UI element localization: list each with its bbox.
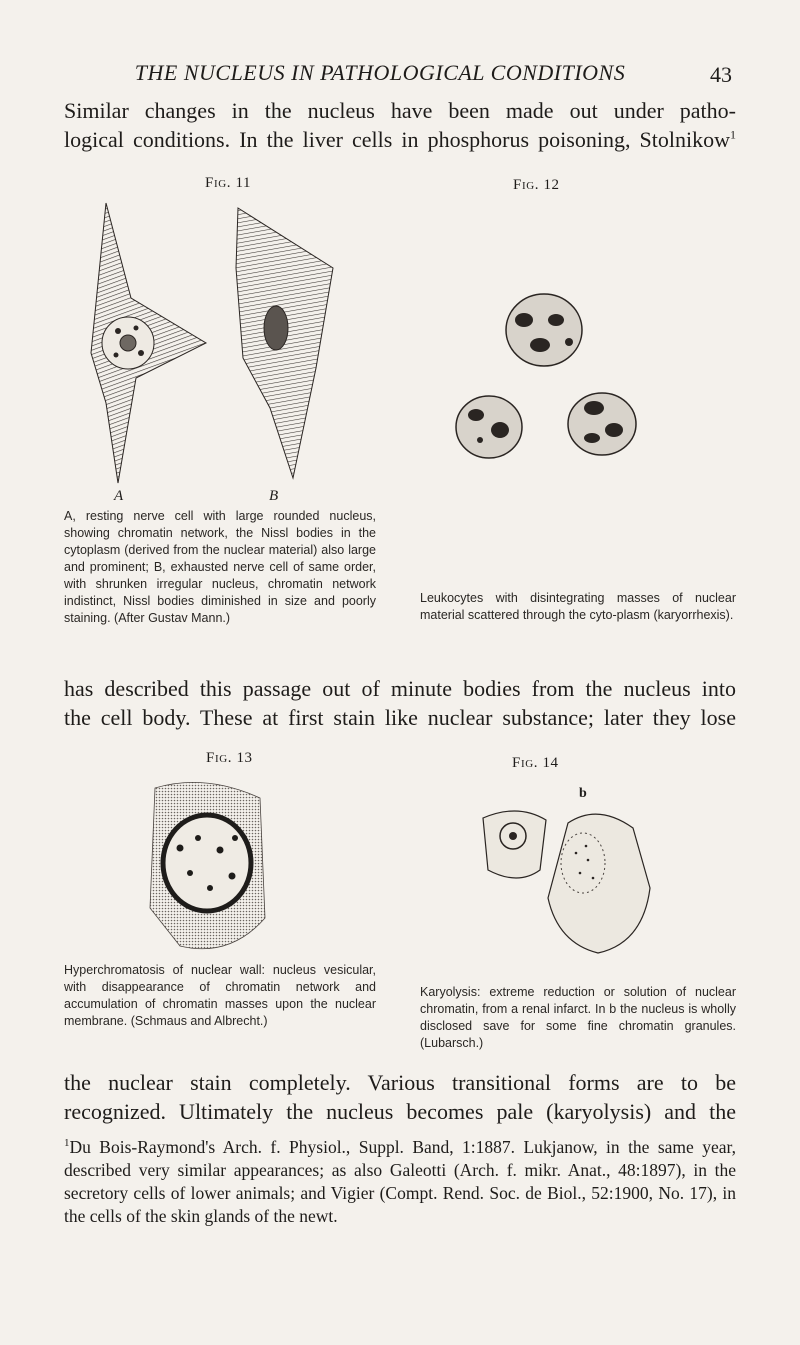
fig-11-caption: A, resting nerve cell with large rounded nucleus, showing chromatin network, the Nissl bodies in the cytoplasm (derived from the nuclear material) also large and prominent; B, exhausted nerve cell of same order, with shrunken irregular nucleus, chromatin network indistinct, Nissl bodies diminished in size and poorly staining. (After Gustav Mann.): [64, 509, 376, 625]
fig-12-label: Fig. 12: [513, 177, 560, 193]
fig-14-sublabel-b: b: [579, 786, 587, 801]
fig-14-label: Fig. 14: [512, 755, 559, 771]
footnote: [64, 1132, 736, 1228]
paragraph-2-line-2: the cell body. These at first stain like nuclear substance; later they lose: [64, 705, 736, 730]
paragraph-1-line-2-text: logical conditions. In the liver cells in phosphorus poisoning, Stolnikow: [64, 127, 730, 152]
paragraph-3-line-2: recognized. Ultimately the nucleus becomes pale (karyolysis) and the: [64, 1099, 736, 1124]
running-title: THE NUCLEUS IN PATHOLOGICAL CONDITIONS: [134, 60, 626, 85]
fig-12-illustration: [444, 290, 654, 485]
paragraph-1: [64, 96, 736, 154]
fig-11b-illustration: [228, 208, 338, 478]
page-number: 43: [710, 62, 732, 87]
paragraph-2-line-1: has described this passage out of minute bodies from the nucleus into: [64, 676, 736, 701]
fig-11-label: Fig. 11: [205, 175, 252, 191]
footnote-marker: 1: [64, 1137, 70, 1149]
paragraph-1-line-1: Similar changes in the nucleus have been made out under patho-: [64, 98, 736, 123]
fig-13-illustration: [140, 778, 274, 953]
footnote-text: Du Bois-Raymond's Arch. f. Physiol., Suppl. Band, 1:1887. Lukjanow, in the same year, described very similar appearances; as also Galeotti (Arch. f. mikr. Anat., 48:1897), in the secretory cells of lower animals; and Vigier (Compt. Rend. Soc. de Biol., 52:1900, No. 17), in the cells of the skin glands of the newt.: [64, 1136, 736, 1226]
fig-11a-illustration: [86, 203, 216, 483]
fig-14-illustration: [478, 808, 654, 958]
running-head: [0, 60, 800, 90]
paragraph-2: [64, 674, 736, 732]
footnote-ref: 1: [730, 127, 736, 142]
paragraph-3-line-1: the nuclear stain completely. Various transitional forms are to be: [64, 1070, 736, 1095]
fig-11-sublabel-a: A: [114, 488, 124, 504]
fig-13-label: Fig. 13: [206, 750, 253, 766]
fig-14-caption: Karyolysis: extreme reduction or solution of nuclear chromatin, from a renal infarct. In b the nucleus is wholly disclosed save for some fine chromatin granules. (Lubarsch.): [420, 985, 736, 1050]
fig-11-sublabel-b: B: [269, 488, 279, 504]
fig-12-caption: Leukocytes with disintegrating masses of nuclear material scattered through the cyto-plasm (karyorrhexis).: [420, 591, 736, 622]
paragraph-3: [64, 1068, 736, 1126]
fig-13-caption: Hyperchromatosis of nuclear wall: nucleus vesicular, with disappearance of chromatin network and accumulation of chromatin masses upon the nuclear membrane. (Schmaus and Albrecht.): [64, 963, 376, 1028]
paragraph-1-line-2: [64, 125, 736, 154]
